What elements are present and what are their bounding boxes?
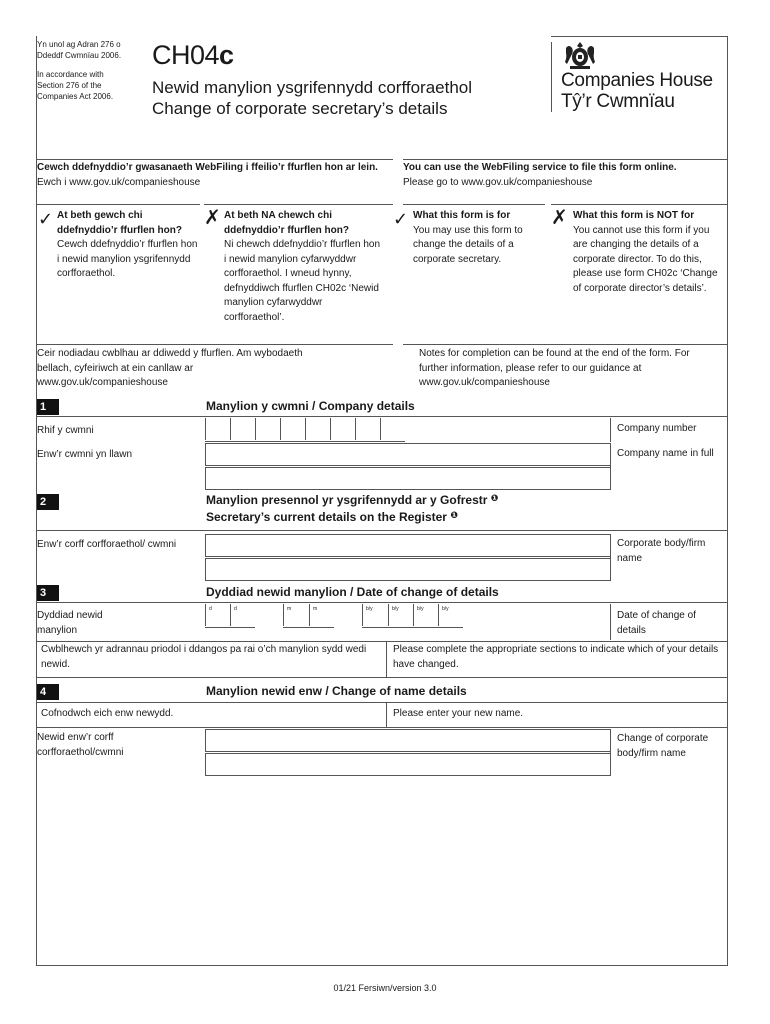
new-name-label-welsh: Newid enw’r corff corfforaethol/cwmni: [37, 732, 124, 758]
new-name-input-line-1[interactable]: [205, 729, 611, 752]
date-year-cell[interactable]: b/y: [362, 604, 363, 626]
welsh-for-block: [57, 209, 202, 282]
company-number-label-english: Company number: [617, 423, 697, 434]
section-3-title: Dyddiad newid manylion / Date of change of details: [206, 585, 499, 599]
purpose-rule-2: [204, 204, 393, 205]
date-year-cell[interactable]: b/y: [388, 604, 389, 626]
info-icon: ❶: [450, 509, 458, 520]
instruction-rule: [36, 677, 728, 678]
section-3-instruction-welsh: Cwblhewch yr adrannau priodol i ddangos pa rai o’ch manylion sydd wedi newid.: [41, 644, 367, 670]
section-4-instruction-english: Please enter your new name.: [393, 708, 524, 719]
webfiling-welsh: [37, 161, 382, 190]
date-month-cell[interactable]: m: [283, 604, 284, 626]
english-not-block: [573, 209, 723, 296]
company-number-cell[interactable]: [330, 418, 331, 440]
notes-rule-left: [36, 344, 393, 345]
welsh-for-body: Cewch ddefnyddio’r ffurflen hon i newid manylion ysgrifennydd corfforaethol.: [57, 239, 198, 279]
english-for-body: You may use this form to change the details of a corporate secretary.: [413, 224, 523, 265]
section-2-title: [206, 492, 498, 526]
section-1-number: 1: [37, 399, 59, 415]
org-name-english: Companies House: [561, 70, 713, 91]
change-date-input[interactable]: [205, 604, 465, 628]
webfiling-english-lead: You can use the WebFiling service to file this form online.: [403, 162, 677, 173]
english-legal-reference: In accordance with Section 276 of the Companies Act 2006.: [37, 70, 114, 101]
webfiling-welsh-link: Ewch i www.gov.uk/companieshouse: [37, 176, 201, 188]
webfiling-english: [403, 161, 723, 190]
label-column-divider: [610, 534, 611, 581]
section-2-number: 2: [37, 494, 59, 510]
instruction-divider: [386, 641, 387, 677]
section-1-title: Manylion y cwmni / Company details: [206, 399, 415, 413]
company-name-input-line-2[interactable]: [205, 467, 611, 490]
webfiling-rule-right: [403, 159, 727, 160]
date-day-cell[interactable]: d: [205, 604, 206, 626]
date-year-cell[interactable]: b/y: [413, 604, 414, 626]
company-number-cell[interactable]: [380, 418, 381, 440]
current-name-label-english: Corporate body/firm name: [617, 538, 706, 564]
company-number-cell[interactable]: [255, 418, 256, 440]
label-column-divider: [610, 418, 611, 442]
company-number-cell[interactable]: [355, 418, 356, 440]
tick-icon: ✓: [38, 209, 54, 229]
date-month-cell[interactable]: m: [309, 604, 310, 626]
form-version: 01/21 Fersiwn/version 3.0: [333, 983, 437, 993]
section-2-title-english: Secretary’s current details on the Register: [206, 509, 447, 524]
webfiling-welsh-lead: Cewch ddefnyddio’r gwasanaeth WebFiling i ffeilio’r ffurflen hon ar lein.: [37, 162, 378, 173]
date-month-underline: [283, 627, 334, 628]
purpose-rule-1: [36, 204, 200, 205]
instruction-divider: [386, 702, 387, 728]
org-name-welsh: Tŷ’r Cwmnïau: [561, 91, 675, 112]
company-number-cell[interactable]: [230, 418, 231, 440]
purpose-rule-4: [551, 204, 727, 205]
welsh-legal-reference: Yn unol ag Adran 276 o Ddeddf Cwmnïau 2006.: [37, 40, 122, 60]
label-column-divider: [610, 604, 611, 640]
welsh-not-block: [224, 209, 384, 325]
info-icon: ❶: [490, 493, 499, 503]
form-code: CH04c: [152, 40, 234, 70]
bottom-page-line: [36, 965, 728, 966]
cross-icon: ✗: [204, 207, 221, 229]
notes-english: Notes for completion can be found at the end of the form. For further information, please refer to our guidance at www.gov.uk/companieshouse: [419, 348, 690, 388]
section-1-rule: [36, 416, 728, 417]
company-name-label-welsh: Enw’r cwmni yn llawn: [37, 449, 133, 460]
welsh-for-title: At beth gewch chi ddefnyddio’r ffurflen hon?: [57, 210, 182, 236]
section-4-rule: [36, 702, 728, 703]
company-number-input[interactable]: [205, 418, 405, 442]
tick-icon: ✓: [393, 209, 409, 229]
purpose-rule-3: [403, 204, 545, 205]
date-year-cell[interactable]: b/y: [438, 604, 439, 626]
english-for-title: What this form is for: [413, 210, 511, 221]
english-for-block: [413, 209, 543, 267]
new-name-input-line-2[interactable]: [205, 753, 611, 776]
change-date-label-welsh: Dyddiad newid manylion: [37, 610, 103, 636]
label-column-divider: [610, 443, 611, 490]
notes-welsh: Ceir nodiadau cwblhau ar ddiwedd y ffurflen. Am wybodaeth bellach, cyfeiriwch at ein canllaw ar www.gov.uk/companieshouse: [37, 348, 303, 388]
company-name-input-line-1[interactable]: [205, 443, 611, 466]
section-3-number: 3: [37, 585, 59, 601]
new-name-label-english: Change of corporate body/firm name: [617, 733, 709, 759]
company-number-label-welsh: Rhif y cwmni: [37, 425, 94, 436]
company-number-cell[interactable]: [205, 418, 206, 440]
company-number-cell[interactable]: [305, 418, 306, 440]
date-day-cell[interactable]: d: [230, 604, 231, 626]
notes-rule-right: [403, 344, 727, 345]
webfiling-rule-left: [36, 159, 393, 160]
english-not-title: What this form is NOT for: [573, 210, 695, 221]
section-3-rule: [36, 602, 728, 603]
english-not-body: You cannot use this form if you are changing the details of a corporate director. To do this, please use form CH02c ‘Change of corporate director’s details’.: [573, 224, 718, 294]
section-2-title-welsh: Manylion presennol yr ysgrifennydd ar y Gofrestr: [206, 493, 488, 507]
instruction-rule: [36, 641, 728, 642]
top-page-line: [551, 36, 728, 37]
welsh-not-title: At beth NA chewch chi ddefnyddio’r ffurflen hon?: [224, 210, 349, 236]
current-name-label-welsh: Enw’r corff corfforaethol/ cwmni: [37, 539, 177, 550]
instruction-rule: [36, 727, 728, 728]
form-title-welsh: Newid manylion ysgrifennydd corfforaethol: [152, 78, 473, 97]
cross-icon: ✗: [551, 207, 568, 229]
logo-divider: [551, 42, 552, 112]
company-name-label-english: Company name in full: [617, 448, 714, 459]
change-date-label-english: Date of change of details: [617, 610, 696, 636]
current-name-input-line-1[interactable]: [205, 534, 611, 557]
form-title-english: Change of corporate secretary’s details: [152, 99, 448, 118]
section-4-instruction-welsh: Cofnodwch eich enw newydd.: [41, 708, 174, 719]
welsh-not-body: Ni chewch ddefnyddio’r ffurflen hon i newid manylion cyfarwyddwr corfforaethol. I wneud hynny, defnyddiwch ffurflen CH02c ‘Newid manylion cyfarwyddwr corfforaethol’.: [224, 239, 381, 323]
right-margin-line: [727, 36, 728, 966]
date-year-underline: [362, 627, 463, 628]
label-column-divider: [610, 729, 611, 776]
section-4-title: Manylion newid enw / Change of name details: [206, 684, 467, 698]
section-2-rule: [36, 530, 728, 531]
royal-crest-icon: [562, 40, 598, 70]
section-3-instruction-english: Please complete the appropriate sections to indicate which of your details have changed.: [393, 644, 719, 670]
date-day-underline: [205, 627, 255, 628]
company-number-cell[interactable]: [280, 418, 281, 440]
section-4-number: 4: [37, 684, 59, 700]
webfiling-english-link: Please go to www.gov.uk/companieshouse: [403, 176, 593, 188]
current-name-input-line-2[interactable]: [205, 558, 611, 581]
